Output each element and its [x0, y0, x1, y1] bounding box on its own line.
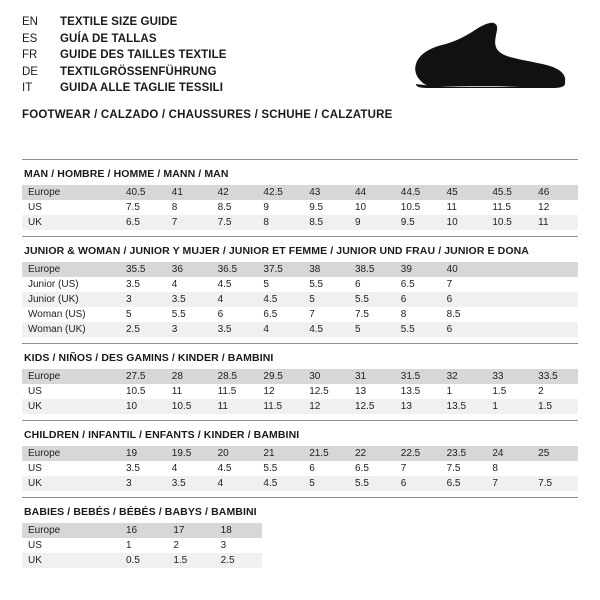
cell: [532, 461, 578, 476]
cell: 37.5: [257, 262, 303, 277]
row-label: UK: [22, 476, 120, 491]
size-table-man: [22, 185, 578, 230]
cell: 13: [354, 385, 367, 397]
cell: 1: [446, 385, 453, 397]
language-code: FR: [22, 49, 38, 61]
cell: 12.5: [309, 385, 329, 397]
row-label: Junior (US): [28, 278, 79, 290]
cell: 39: [395, 262, 441, 277]
cell: 40: [441, 262, 487, 277]
cell: 11: [171, 385, 183, 397]
row-label: US: [28, 201, 42, 213]
cell: [486, 322, 532, 337]
table-row: [22, 322, 578, 337]
cell: 3.5: [126, 462, 140, 474]
language-code: ES: [22, 32, 38, 45]
cell: 33.5: [532, 369, 578, 384]
cell: 1: [486, 399, 532, 414]
section-title: MAN / HOMBRE / HOMME / MANN / MAN: [22, 159, 578, 185]
cell: [532, 292, 578, 307]
language-code: DE: [22, 65, 38, 78]
cell: 3: [166, 322, 212, 337]
cell: 8: [257, 215, 303, 230]
cell: [486, 307, 532, 322]
language-title: GUIDE DES TAILLES TEXTILE: [60, 49, 227, 61]
table-row: [22, 553, 262, 568]
cell: 11: [212, 399, 258, 414]
cell: 6: [354, 278, 361, 290]
cell: 21.5: [303, 446, 349, 461]
cell: 9: [263, 201, 269, 213]
row-label: UK: [22, 553, 120, 568]
dress-shoe-icon: [402, 18, 572, 98]
cell: 6: [395, 476, 441, 491]
cell: 5: [303, 476, 349, 491]
cell: 1.5: [492, 385, 507, 397]
size-table-babies: [22, 523, 262, 568]
table-row: [22, 262, 578, 277]
cell: 17: [167, 523, 214, 538]
cell: 11.5: [492, 201, 512, 213]
cell: 27.5: [120, 369, 166, 384]
cell: 7: [166, 215, 212, 230]
cell: 16: [120, 523, 167, 538]
row-label: US: [28, 462, 42, 474]
cell: 3: [220, 539, 227, 551]
cell: 4: [212, 476, 258, 491]
row-label: Woman (US): [28, 308, 86, 320]
table-row: [22, 446, 578, 461]
cell: 10.5: [166, 399, 212, 414]
cell: 7: [400, 462, 407, 474]
cell: 6: [441, 322, 487, 337]
cell: 3: [120, 292, 166, 307]
language-title: GUIDA ALLE TAGLIE TESSILI: [60, 82, 224, 94]
cell: 8.5: [303, 215, 349, 230]
cell: 10.5: [400, 201, 421, 213]
cell: 6.5: [441, 476, 487, 491]
size-table-kids: [22, 369, 578, 414]
cell: 4.5: [257, 292, 303, 307]
cell: 28: [166, 369, 212, 384]
cell: 12: [263, 385, 275, 397]
cell: 4: [257, 322, 303, 337]
cell: 4.5: [257, 476, 303, 491]
cell: 5.5: [309, 278, 324, 290]
section-children: [22, 420, 578, 491]
cell: 2: [173, 539, 179, 551]
table-row: [22, 292, 578, 307]
cell: 3.5: [166, 292, 212, 307]
cell: 8: [492, 462, 498, 474]
cell: 13: [395, 399, 441, 414]
cell: 28.5: [212, 369, 258, 384]
language-code: EN: [22, 16, 38, 28]
language-code: IT: [22, 82, 33, 94]
row-label: Woman (UK): [22, 322, 120, 337]
cell: 5.5: [263, 462, 278, 474]
cell: 3.5: [212, 322, 258, 337]
cell: [486, 277, 532, 292]
cell: 32: [441, 369, 487, 384]
cell: 19: [120, 446, 166, 461]
section-kids: [22, 343, 578, 414]
table-row: [22, 399, 578, 414]
cell: 18: [215, 523, 262, 538]
cell: 3: [120, 476, 166, 491]
cell: 7: [309, 308, 315, 320]
cell: 36.5: [212, 262, 258, 277]
document-header: [0, 0, 600, 121]
row-label: Europe: [22, 369, 120, 384]
cell: 35.5: [120, 262, 166, 277]
cell: 41: [166, 185, 212, 200]
table-row: [22, 461, 578, 476]
cell: 6.5: [120, 215, 166, 230]
cell: 44.5: [395, 185, 441, 200]
cell: 21: [257, 446, 303, 461]
cell: 7.5: [446, 462, 461, 474]
cell: 5: [349, 322, 395, 337]
cell: 6.5: [400, 278, 415, 290]
cell: 20: [212, 446, 258, 461]
cell: 8.5: [446, 308, 461, 320]
cell: 38.5: [349, 262, 395, 277]
cell: 5: [303, 292, 349, 307]
cell: 8: [171, 201, 178, 213]
cell: 11: [532, 215, 578, 230]
cell: 25: [532, 446, 578, 461]
cell: 46: [532, 185, 578, 200]
cell: 6.5: [263, 308, 278, 320]
cell: 9.5: [309, 201, 324, 213]
cell: 29.5: [257, 369, 303, 384]
cell: 7.5: [212, 215, 258, 230]
cell: 9.5: [395, 215, 441, 230]
table-row: [22, 384, 578, 399]
table-row: [22, 369, 578, 384]
cell: 2: [538, 385, 544, 397]
table-row: [22, 200, 578, 215]
cell: 5: [263, 278, 269, 290]
cell: 1: [126, 539, 132, 551]
cell: 6.5: [354, 462, 369, 474]
cell: 7.5: [532, 476, 578, 491]
cell: 4.5: [217, 462, 232, 474]
cell: 33: [486, 369, 532, 384]
category-title: FOOTWEAR / CALZADO / CHAUSSURES / SCHUHE / CALZATURE: [22, 108, 393, 121]
cell: 11: [446, 201, 457, 213]
cell: 4: [212, 292, 258, 307]
cell: 22: [349, 446, 395, 461]
cell: 6: [217, 308, 224, 320]
cell: 8: [400, 308, 407, 320]
cell: 4: [171, 462, 178, 474]
cell: [532, 307, 578, 322]
table-row: [22, 277, 578, 292]
section-babies: [22, 497, 578, 568]
cell: 42.5: [257, 185, 303, 200]
cell: 10.5: [126, 385, 146, 397]
cell: 31: [349, 369, 395, 384]
cell: 4: [171, 278, 178, 290]
cell: 6: [309, 462, 315, 474]
section-title: JUNIOR & WOMAN / JUNIOR Y MUJER / JUNIOR ET FEMME / JUNIOR UND FRAU / JUNIOR E DONA: [22, 236, 578, 262]
cell: 12: [538, 201, 550, 213]
cell: 24: [486, 446, 532, 461]
cell: 45: [441, 185, 487, 200]
cell: 2.5: [215, 553, 262, 568]
cell: [486, 292, 532, 307]
row-label: UK: [22, 399, 120, 414]
cell: 7: [446, 278, 453, 290]
language-title: TEXTILE SIZE GUIDE: [60, 16, 178, 28]
section-title: CHILDREN / INFANTIL / ENFANTS / KINDER / BAMBINI: [22, 420, 578, 446]
row-label: Europe: [22, 262, 120, 277]
table-row: [22, 307, 578, 322]
cell: 1.5: [167, 553, 214, 568]
cell: 45.5: [486, 185, 532, 200]
cell: 44: [349, 185, 395, 200]
size-table-junior-woman: [22, 262, 578, 337]
language-row: [22, 47, 352, 64]
cell: 40.5: [120, 185, 166, 200]
language-row: [22, 64, 352, 81]
cell: 10.5: [486, 215, 532, 230]
cell: 5: [126, 308, 132, 320]
cell: 4.5: [303, 322, 349, 337]
cell: 31.5: [395, 369, 441, 384]
cell: 11.5: [257, 399, 303, 414]
cell: 7.5: [126, 201, 140, 213]
cell: 7.5: [354, 308, 369, 320]
section-title: KIDS / NIÑOS / DES GAMINS / KINDER / BAMBINI: [22, 343, 578, 369]
cell: 13.5: [400, 385, 421, 397]
row-label: UK: [22, 215, 120, 230]
cell: 2.5: [120, 322, 166, 337]
cell: 1.5: [532, 399, 578, 414]
cell: 4.5: [217, 278, 232, 290]
cell: 19.5: [166, 446, 212, 461]
cell: 12.5: [349, 399, 395, 414]
row-label: Europe: [22, 523, 120, 538]
cell: 7: [486, 476, 532, 491]
section-title: BABIES / BEBÉS / BÉBÉS / BABYS / BAMBINI: [22, 497, 578, 523]
cell: 5.5: [349, 292, 395, 307]
row-label: Europe: [22, 446, 120, 461]
cell: [532, 277, 578, 292]
table-row: [22, 215, 578, 230]
cell: [486, 262, 532, 277]
cell: 13.5: [441, 399, 487, 414]
cell: 10: [441, 215, 487, 230]
table-row: [22, 185, 578, 200]
table-row: [22, 538, 262, 553]
row-label: US: [28, 385, 42, 397]
cell: 5.5: [349, 476, 395, 491]
row-label: Europe: [22, 185, 120, 200]
cell: 3.5: [126, 278, 140, 290]
language-row: [22, 31, 352, 48]
cell: 43: [303, 185, 349, 200]
cell: 6: [441, 292, 487, 307]
section-junior-woman: [22, 236, 578, 337]
language-row: [22, 80, 352, 97]
cell: 11.5: [217, 385, 237, 397]
cell: 10: [120, 399, 166, 414]
cell: [532, 262, 578, 277]
section-man: [22, 159, 578, 230]
cell: 30: [303, 369, 349, 384]
table-row: [22, 476, 578, 491]
table-row: [22, 523, 262, 538]
cell: 23.5: [441, 446, 487, 461]
cell: 42: [212, 185, 258, 200]
cell: 38: [303, 262, 349, 277]
language-title-list: [22, 14, 352, 97]
cell: 12: [303, 399, 349, 414]
cell: 5.5: [171, 308, 186, 320]
cell: 6: [395, 292, 441, 307]
cell: 9: [349, 215, 395, 230]
cell: 36: [166, 262, 212, 277]
row-label: US: [28, 539, 42, 551]
cell: [532, 322, 578, 337]
cell: 5.5: [395, 322, 441, 337]
row-label: Junior (UK): [22, 292, 120, 307]
size-table-children: [22, 446, 578, 491]
language-title: GUÍA DE TALLAS: [60, 32, 157, 45]
cell: 8.5: [217, 201, 232, 213]
cell: 22.5: [395, 446, 441, 461]
cell: 3.5: [166, 476, 212, 491]
cell: 0.5: [120, 553, 167, 568]
language-title: TEXTILGRÖSSENFÜHRUNG: [60, 65, 217, 78]
language-row: [22, 14, 352, 31]
cell: 10: [354, 201, 367, 213]
